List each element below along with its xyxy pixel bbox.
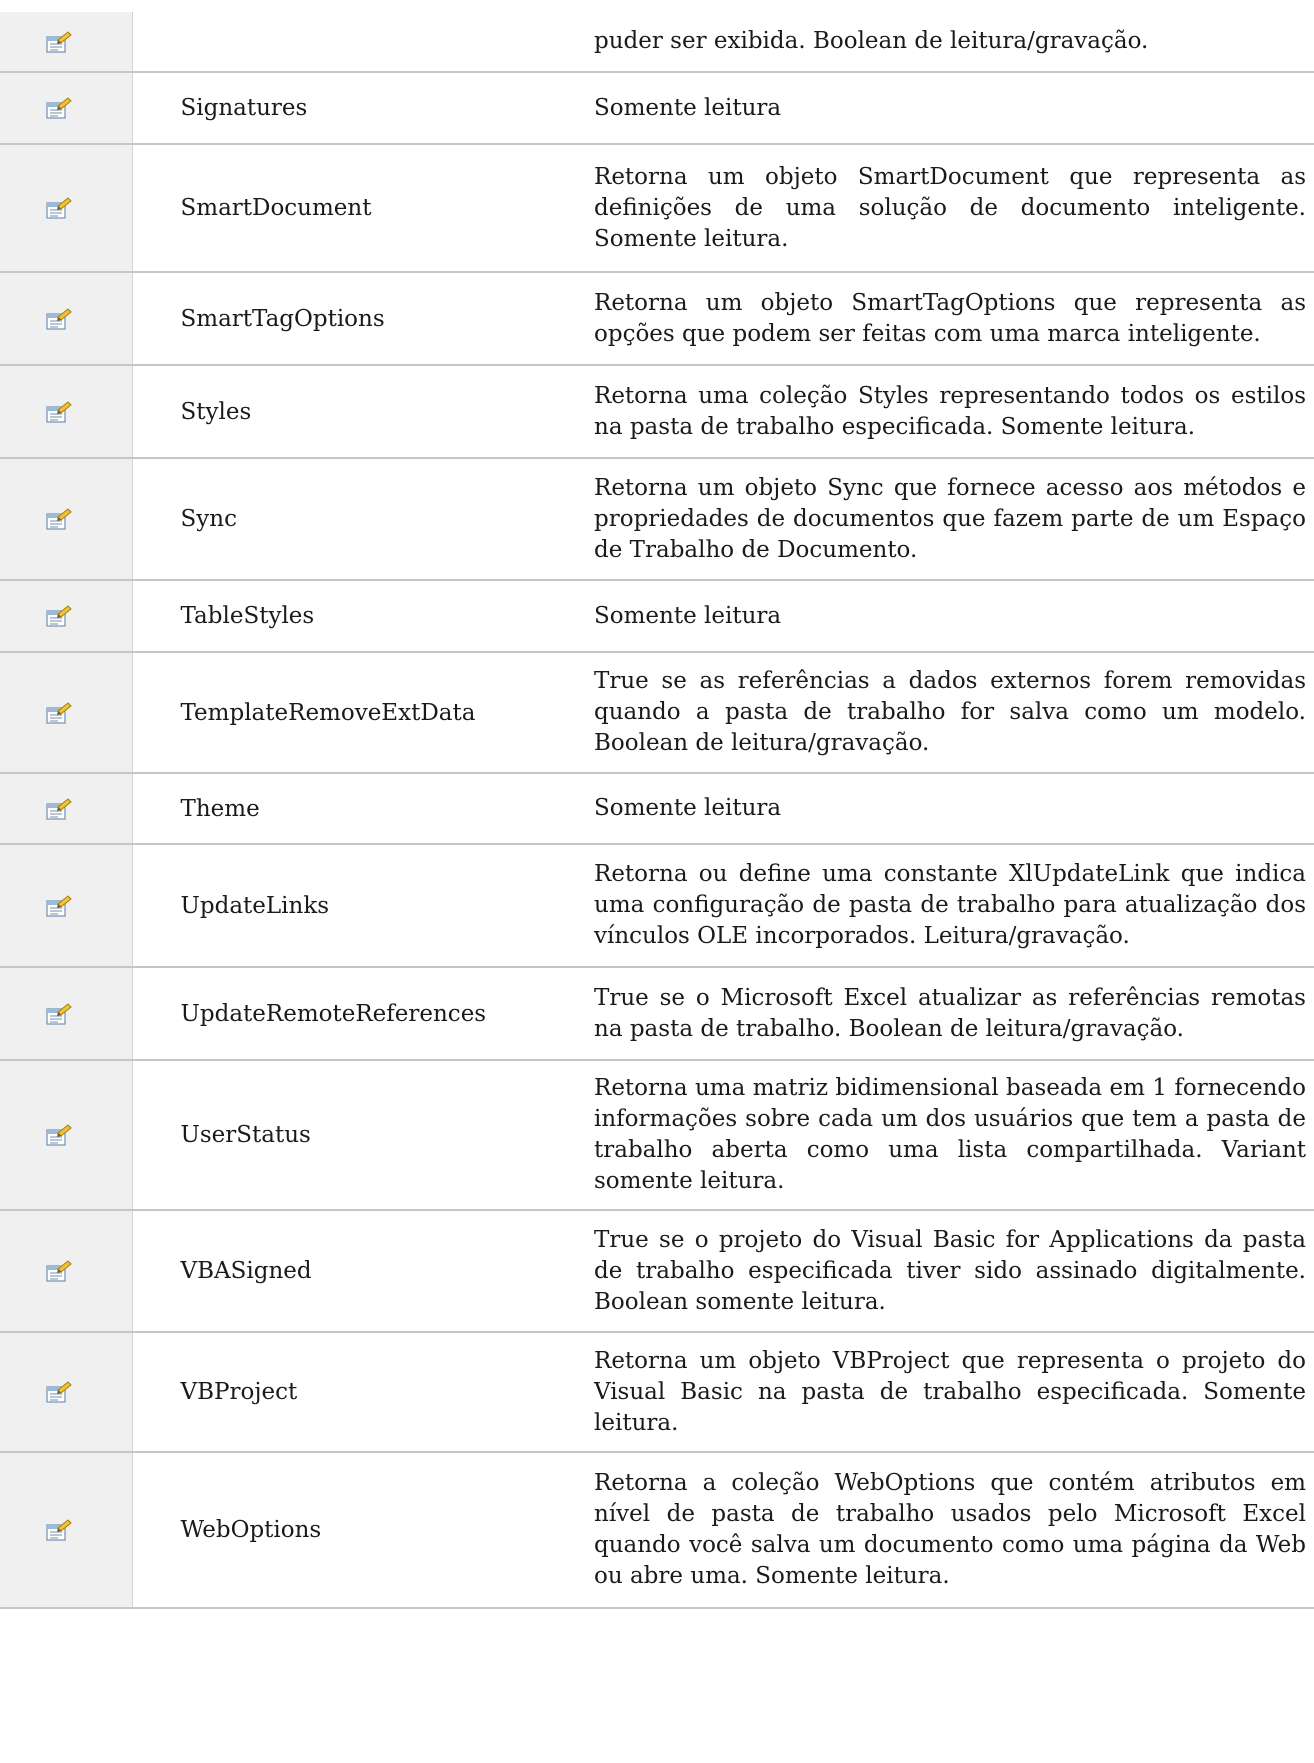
property-icon-cell	[0, 365, 132, 458]
property-icon	[0, 308, 118, 330]
property-icon	[0, 702, 118, 724]
property-name: Sync	[132, 458, 588, 580]
property-icon-cell	[0, 144, 132, 272]
property-icon-cell	[0, 773, 132, 844]
property-icon-cell	[0, 12, 132, 72]
properties-table-container	[0, 12, 1314, 1609]
property-description: Retorna um objeto VBProject que representa o projeto do Visual Basic na pasta de trabalho especificada. Somente leitura.	[588, 1332, 1314, 1452]
property-description: Retorna ou define uma constante XlUpdateLink que indica uma configuração de pasta de trabalho para atualização dos vínculos OLE incorporados. Leitura/gravação.	[588, 844, 1314, 967]
property-icon	[0, 97, 118, 119]
property-description: Retorna um objeto Sync que fornece acesso aos métodos e propriedades de documentos que fazem parte de um Espaço de Trabalho de Documento.	[588, 458, 1314, 580]
property-description: Retorna a coleção WebOptions que contém atributos em nível de pasta de trabalho usados pelo Microsoft Excel quando você salva um documento como uma página da Web ou abre uma. Somente leitura.	[588, 1452, 1314, 1608]
property-icon	[0, 1124, 118, 1146]
table-row	[0, 1332, 1314, 1452]
table-row	[0, 652, 1314, 773]
property-icon	[0, 1381, 118, 1403]
property-description: Somente leitura	[588, 580, 1314, 652]
property-icon	[0, 508, 118, 530]
property-name: VBProject	[132, 1332, 588, 1452]
property-name: VBASigned	[132, 1210, 588, 1332]
property-icon	[0, 1519, 118, 1541]
property-icon	[0, 1260, 118, 1282]
property-icon	[0, 895, 118, 917]
property-name: Theme	[132, 773, 588, 844]
property-name: TemplateRemoveExtData	[132, 652, 588, 773]
property-icon	[0, 798, 118, 820]
property-description: puder ser exibida. Boolean de leitura/gravação.	[588, 12, 1314, 72]
property-icon-cell	[0, 272, 132, 365]
property-description: True se o projeto do Visual Basic for Applications da pasta de trabalho especificada tiver sido assinado digitalmente. Boolean somente leitura.	[588, 1210, 1314, 1332]
property-name: TableStyles	[132, 580, 588, 652]
table-row	[0, 12, 1314, 72]
property-description: True se as referências a dados externos forem removidas quando a pasta de trabalho for salva como um modelo. Boolean de leitura/gravação.	[588, 652, 1314, 773]
property-icon-cell	[0, 1332, 132, 1452]
table-row	[0, 773, 1314, 844]
property-name: Signatures	[132, 72, 588, 144]
table-row	[0, 967, 1314, 1060]
property-description: Somente leitura	[588, 773, 1314, 844]
table-row	[0, 272, 1314, 365]
property-icon-cell	[0, 458, 132, 580]
property-name	[132, 12, 588, 72]
property-icon-cell	[0, 967, 132, 1060]
table-row	[0, 580, 1314, 652]
property-name: UserStatus	[132, 1060, 588, 1210]
property-icon-cell	[0, 844, 132, 967]
table-row	[0, 144, 1314, 272]
property-name: WebOptions	[132, 1452, 588, 1608]
property-icon-cell	[0, 652, 132, 773]
property-icon	[0, 31, 118, 53]
property-icon	[0, 401, 118, 423]
property-name: SmartDocument	[132, 144, 588, 272]
property-icon	[0, 197, 118, 219]
property-icon-cell	[0, 1060, 132, 1210]
property-description: Retorna um objeto SmartTagOptions que representa as opções que podem ser feitas com uma marca inteligente.	[588, 272, 1314, 365]
property-icon	[0, 1003, 118, 1025]
table-row	[0, 1452, 1314, 1608]
table-row	[0, 72, 1314, 144]
table-row	[0, 458, 1314, 580]
property-name: SmartTagOptions	[132, 272, 588, 365]
table-row	[0, 1060, 1314, 1210]
table-row	[0, 365, 1314, 458]
property-icon-cell	[0, 72, 132, 144]
properties-table-body	[0, 12, 1314, 1608]
property-name: Styles	[132, 365, 588, 458]
property-icon-cell	[0, 1452, 132, 1608]
property-description: True se o Microsoft Excel atualizar as referências remotas na pasta de trabalho. Boolean de leitura/gravação.	[588, 967, 1314, 1060]
property-description: Retorna uma coleção Styles representando todos os estilos na pasta de trabalho especificada. Somente leitura.	[588, 365, 1314, 458]
table-row	[0, 1210, 1314, 1332]
property-icon	[0, 605, 118, 627]
property-name: UpdateLinks	[132, 844, 588, 967]
property-icon-cell	[0, 580, 132, 652]
property-description: Retorna uma matriz bidimensional baseada em 1 fornecendo informações sobre cada um dos usuários que tem a pasta de trabalho aberta como uma lista compartilhada. Variant somente leitura.	[588, 1060, 1314, 1210]
properties-table	[0, 12, 1314, 1609]
property-description: Somente leitura	[588, 72, 1314, 144]
property-name: UpdateRemoteReferences	[132, 967, 588, 1060]
property-description: Retorna um objeto SmartDocument que representa as definições de uma solução de documento inteligente. Somente leitura.	[588, 144, 1314, 272]
property-icon-cell	[0, 1210, 132, 1332]
table-row	[0, 844, 1314, 967]
